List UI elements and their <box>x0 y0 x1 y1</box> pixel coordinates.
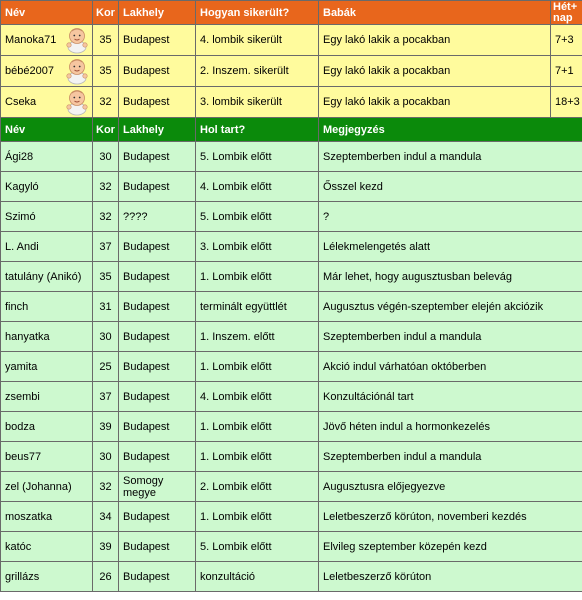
note-cell: Leletbeszerző körúton, novemberi kezdés <box>319 502 582 532</box>
name-cell: zel (Johanna) <box>1 472 93 502</box>
note-cell: Szeptemberben indul a mandula <box>319 142 582 172</box>
age-cell: 30 <box>93 442 119 472</box>
week-day-cell: 18+3 <box>551 87 582 118</box>
progress-cell: 5. Lombik előtt <box>196 202 319 232</box>
header-age: Kor <box>93 118 119 142</box>
note-cell: Konzultációnál tart <box>319 382 582 412</box>
name-cell: L. Andi <box>1 232 93 262</box>
progress-cell: 1. Lombik előtt <box>196 412 319 442</box>
residence-cell: ???? <box>119 202 196 232</box>
age-cell: 31 <box>93 292 119 322</box>
age-cell: 35 <box>93 25 119 56</box>
note-cell: Elvileg szeptember közepén kezd <box>319 532 582 562</box>
name-cell: katóc <box>1 532 93 562</box>
residence-cell: Budapest <box>119 87 196 118</box>
progress-cell: 1. Lombik előtt <box>196 502 319 532</box>
note-cell: Már lehet, hogy augusztusban belevág <box>319 262 582 292</box>
header-age: Kor <box>93 1 119 25</box>
note-cell: Jövő héten indul a hormonkezelés <box>319 412 582 442</box>
waiting-row <box>1 202 582 232</box>
waiting-row <box>1 172 582 202</box>
waiting-row <box>1 412 582 442</box>
age-cell: 37 <box>93 232 119 262</box>
name-cell: finch <box>1 292 93 322</box>
week-day-cell: 7+3 <box>551 25 582 56</box>
residence-cell: Budapest <box>119 292 196 322</box>
header-residence: Lakhely <box>119 1 196 25</box>
outcome-cell: 3. lombik sikerült <box>196 87 319 118</box>
progress-cell: 2. Lombik előtt <box>196 472 319 502</box>
residence-cell: Budapest <box>119 562 196 592</box>
member-name: Manoka71 <box>5 34 57 46</box>
residence-cell: Budapest <box>119 142 196 172</box>
residence-cell: Budapest <box>119 56 196 87</box>
waiting-row <box>1 142 582 172</box>
progress-cell: 1. Inszem. előtt <box>196 322 319 352</box>
age-cell: 37 <box>93 382 119 412</box>
waiting-row <box>1 232 582 262</box>
note-cell: Lélekmelengetés alatt <box>319 232 582 262</box>
name-cell <box>1 25 93 56</box>
note-cell: ? <box>319 202 582 232</box>
waiting-row <box>1 382 582 412</box>
residence-cell: Budapest <box>119 25 196 56</box>
waiting-row <box>1 502 582 532</box>
name-cell: grillázs <box>1 562 93 592</box>
residence-cell: Budapest <box>119 382 196 412</box>
outcome-cell: 2. Inszem. sikerült <box>196 56 319 87</box>
baby-icon <box>63 26 91 54</box>
progress-cell: 4. Lombik előtt <box>196 382 319 412</box>
note-cell: Augusztus végén-szeptember elején akciózik <box>319 292 582 322</box>
name-cell: tatulány (Anikó) <box>1 262 93 292</box>
header-residence: Lakhely <box>119 118 196 142</box>
name-cell: zsembi <box>1 382 93 412</box>
progress-cell: 3. Lombik előtt <box>196 232 319 262</box>
age-cell: 32 <box>93 472 119 502</box>
progress-cell: terminált együttlét <box>196 292 319 322</box>
baby-icon <box>63 57 91 85</box>
outcome-cell: 4. lombik sikerült <box>196 25 319 56</box>
age-cell: 32 <box>93 87 119 118</box>
name-cell <box>1 87 93 118</box>
name-cell: beus77 <box>1 442 93 472</box>
success-row <box>1 87 582 118</box>
residence-cell: Budapest <box>119 442 196 472</box>
header-name: Név <box>1 1 93 25</box>
header-name: Név <box>1 118 93 142</box>
success-table-header <box>1 1 582 25</box>
waiting-row <box>1 262 582 292</box>
residence-cell: Budapest <box>119 172 196 202</box>
note-cell: Ősszel kezd <box>319 172 582 202</box>
name-cell: yamita <box>1 352 93 382</box>
waiting-row <box>1 322 582 352</box>
residence-cell: Somogy megye <box>119 472 196 502</box>
header-babies: Babák <box>319 1 551 25</box>
babies-cell: Egy lakó lakik a pocakban <box>319 87 551 118</box>
age-cell: 32 <box>93 172 119 202</box>
age-cell: 25 <box>93 352 119 382</box>
age-cell: 39 <box>93 532 119 562</box>
note-cell: Szeptemberben indul a mandula <box>319 322 582 352</box>
name-cell: hanyatka <box>1 322 93 352</box>
residence-cell: Budapest <box>119 352 196 382</box>
member-name: Cseka <box>5 96 37 108</box>
progress-cell: 1. Lombik előtt <box>196 442 319 472</box>
name-cell: bodza <box>1 412 93 442</box>
member-name: bébé2007 <box>5 65 54 77</box>
progress-cell: 5. Lombik előtt <box>196 142 319 172</box>
residence-cell: Budapest <box>119 322 196 352</box>
age-cell: 26 <box>93 562 119 592</box>
waiting-row <box>1 532 582 562</box>
age-cell: 32 <box>93 202 119 232</box>
name-cell: Kagyló <box>1 172 93 202</box>
progress-cell: 1. Lombik előtt <box>196 352 319 382</box>
progress-cell: 1. Lombik előtt <box>196 262 319 292</box>
age-cell: 39 <box>93 412 119 442</box>
age-cell: 30 <box>93 142 119 172</box>
header-how-succeeded: Hogyan sikerült? <box>196 1 319 25</box>
waiting-row <box>1 562 582 592</box>
name-cell: Ági28 <box>1 142 93 172</box>
residence-cell: Budapest <box>119 262 196 292</box>
residence-cell: Budapest <box>119 532 196 562</box>
name-cell <box>1 56 93 87</box>
success-row <box>1 56 582 87</box>
residence-cell: Budapest <box>119 232 196 262</box>
waiting-row <box>1 352 582 382</box>
babies-cell: Egy lakó lakik a pocakban <box>319 25 551 56</box>
waiting-table-header <box>1 118 582 142</box>
note-cell: Akció indul várhatóan októberben <box>319 352 582 382</box>
residence-cell: Budapest <box>119 502 196 532</box>
waiting-row <box>1 292 582 322</box>
progress-cell: 4. Lombik előtt <box>196 172 319 202</box>
name-cell: moszatka <box>1 502 93 532</box>
age-cell: 34 <box>93 502 119 532</box>
header-progress: Hol tart? <box>196 118 319 142</box>
note-cell: Szeptemberben indul a mandula <box>319 442 582 472</box>
waiting-row <box>1 442 582 472</box>
progress-cell: 5. Lombik előtt <box>196 532 319 562</box>
age-cell: 35 <box>93 56 119 87</box>
name-cell: Szimó <box>1 202 93 232</box>
babies-cell: Egy lakó lakik a pocakban <box>319 56 551 87</box>
note-cell: Leletbeszerző körúton <box>319 562 582 592</box>
week-day-cell: 7+1 <box>551 56 582 87</box>
header-notes: Megjegyzés <box>319 118 582 142</box>
success-row <box>1 25 582 56</box>
note-cell: Augusztusra előjegyezve <box>319 472 582 502</box>
header-week-day: Hét+ nap <box>551 1 582 25</box>
waiting-row <box>1 472 582 502</box>
baby-icon <box>63 88 91 116</box>
progress-cell: konzultáció <box>196 562 319 592</box>
residence-cell: Budapest <box>119 412 196 442</box>
age-cell: 30 <box>93 322 119 352</box>
age-cell: 35 <box>93 262 119 292</box>
